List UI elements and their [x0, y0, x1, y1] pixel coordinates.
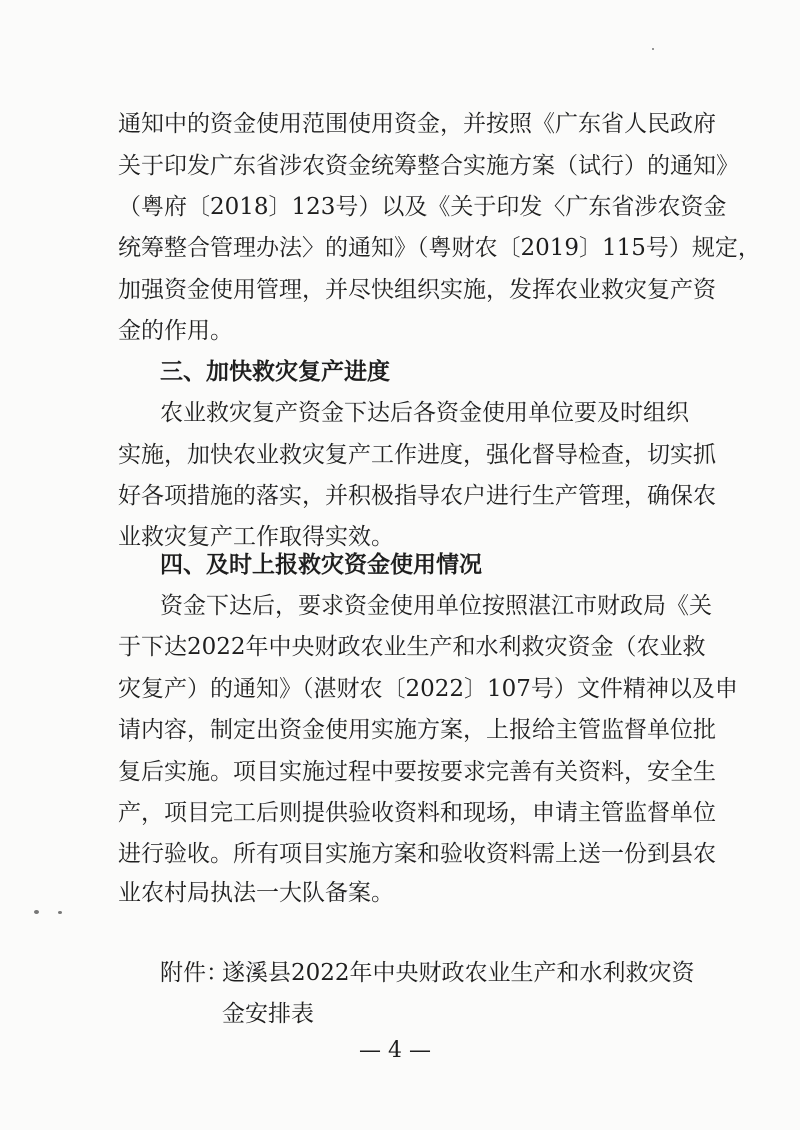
- scan-speck: [58, 911, 62, 914]
- attachment-title-line: 遂溪县2022年中央财政农业生产和水利救灾资: [222, 960, 695, 986]
- attachment-label: 附件：: [160, 960, 229, 986]
- paragraph-line: 好各项措施的落实，并积极指导农户进行生产管理，确保农: [118, 483, 716, 509]
- paragraph-line: 加强资金使用管理，并尽快组织实施，发挥农业救灾复产资: [118, 277, 716, 303]
- paragraph-line: 资金下达后，要求资金使用单位按照湛江市财政局《关: [160, 593, 712, 619]
- paragraph-line: 请内容，制定出资金使用实施方案，上报给主管监督单位批: [118, 717, 716, 743]
- scan-speck: [34, 910, 39, 914]
- paragraph-line: 农业救灾复产资金下达后各资金使用单位要及时组织: [160, 400, 689, 426]
- paragraph-line: 业救灾复产工作取得实效。: [118, 524, 394, 550]
- paragraph-line: 产，项目完工后则提供验收资料和现场，申请主管监督单位: [118, 800, 716, 826]
- paragraph-line: （粤府〔2018〕123号）以及《关于印发〈广东省涉农资金: [118, 194, 727, 220]
- paragraph-line: 通知中的资金使用范围使用资金，并按照《广东省人民政府: [118, 111, 716, 137]
- section-heading: 四、及时上报救灾资金使用情况: [160, 551, 482, 578]
- scan-speck: [652, 48, 654, 50]
- paragraph-line: 进行验收。所有项目实施方案和验收资料需上送一份到县农: [118, 841, 716, 867]
- paragraph-line: 关于印发广东省涉农资金统筹整合实施方案（试行）的通知》: [118, 153, 739, 179]
- paragraph-line: 灾复产）的通知》（湛财农〔2022〕107号）文件精神以及申: [118, 676, 738, 702]
- paragraph-line: 于下达2022年中央财政农业生产和水利救灾资金（农业救: [118, 634, 706, 660]
- section-heading: 三、加快救灾复产进度: [160, 358, 390, 385]
- paragraph-line: 复后实施。项目实施过程中要按要求完善有关资料，安全生: [118, 759, 716, 785]
- paragraph-line: 实施，加快农业救灾复产工作进度，强化督导检查，切实抓: [118, 442, 716, 468]
- paragraph-line: 统筹整合管理办法〉的通知》（粤财农〔2019〕115号）规定，: [118, 235, 761, 261]
- attachment-title-line: 金安排表: [222, 1001, 314, 1027]
- paragraph-line: 金的作用。: [118, 318, 233, 344]
- paragraph-line: 业农村局执法一大队备案。: [118, 880, 394, 906]
- page-number: — 4 —: [359, 1038, 431, 1063]
